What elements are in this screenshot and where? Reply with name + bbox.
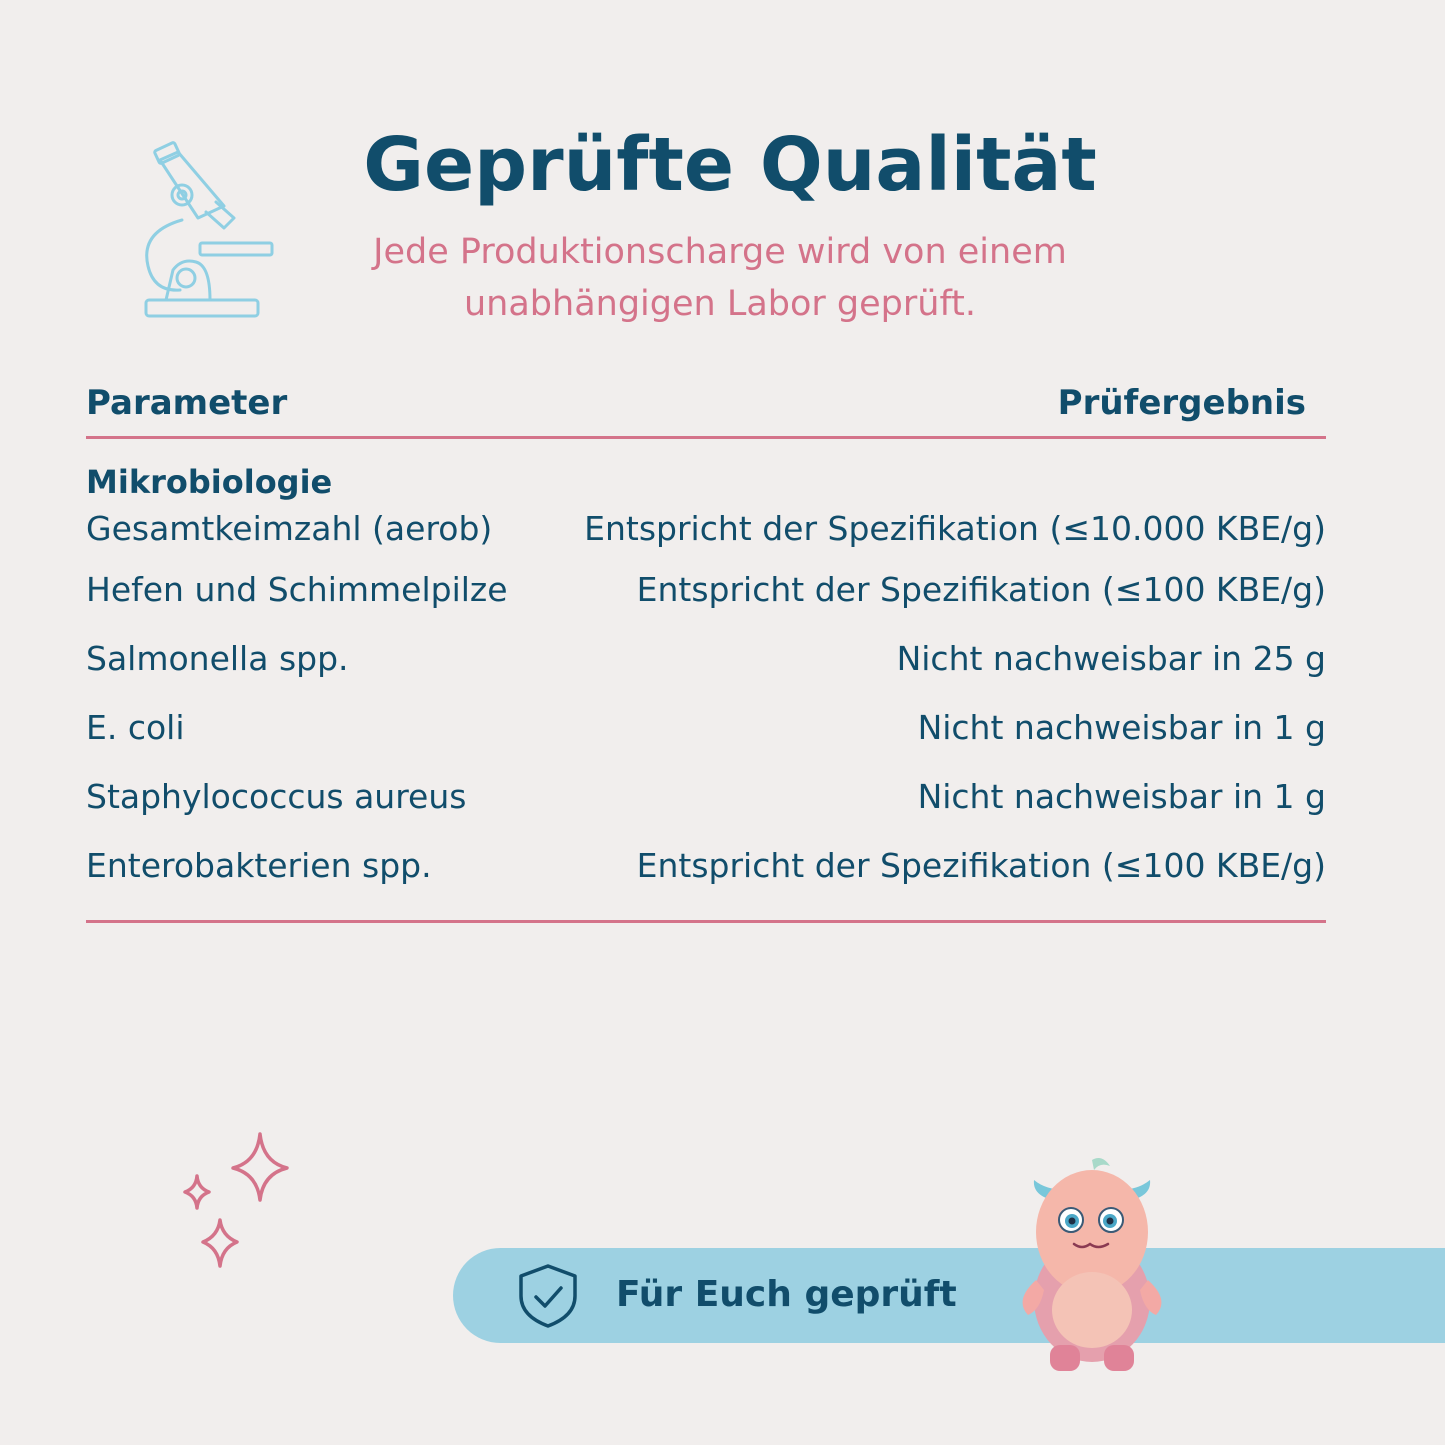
table-row [86,555,1326,624]
parameter-cell: Staphylococcus aureus [86,777,467,816]
subtitle-line-2: unabhängigen Labor geprüft. [463,284,977,324]
monster-mascot [1010,1150,1175,1375]
section-title: Mikrobiologie [86,463,333,501]
table-row [86,831,1326,900]
header-divider [86,436,1326,439]
parameter-cell: Enterobakterien spp. [86,846,432,885]
footer-divider [86,920,1326,923]
results-table [86,380,1326,923]
parameter-cell: E. coli [86,708,185,747]
parameter-cell: Gesamtkeimzahl (aerob) [86,508,493,548]
banner-label: Für Euch geprüft [616,1274,957,1315]
table-header [86,380,1326,436]
result-cell: Nicht nachweisbar in 1 g [917,777,1326,816]
table-row [86,762,1326,831]
parameter-cell: Salmonella spp. [86,639,349,678]
table-body [86,501,1326,900]
table-row [86,693,1326,762]
column-header-parameter: Parameter [86,383,288,423]
sparkles-icon [175,1128,300,1273]
parameter-cell: Hefen und Schimmelpilze [86,570,508,609]
column-header-result: Prüfergebnis [1057,383,1306,423]
quality-banner [453,1248,1445,1343]
result-cell: Nicht nachweisbar in 1 g [917,708,1326,747]
result-cell: Nicht nachweisbar in 25 g [896,639,1326,678]
result-cell: Entspricht der Spezifikation (≤100 KBE/g) [636,846,1326,885]
microscope-icon [138,140,278,325]
subtitle-line-1: Jede Produktionscharge wird von einem [373,232,1067,272]
page-subtitle [330,226,1110,330]
table-row [86,624,1326,693]
table-row [86,501,1326,555]
result-cell: Entspricht der Spezifikation (≤100 KBE/g) [636,570,1326,609]
shield-check-icon [515,1262,581,1330]
page-title: Geprüfte Qualität [363,122,1097,208]
result-cell: Entspricht der Spezifikation (≤10.000 KBE/g) [584,508,1326,548]
